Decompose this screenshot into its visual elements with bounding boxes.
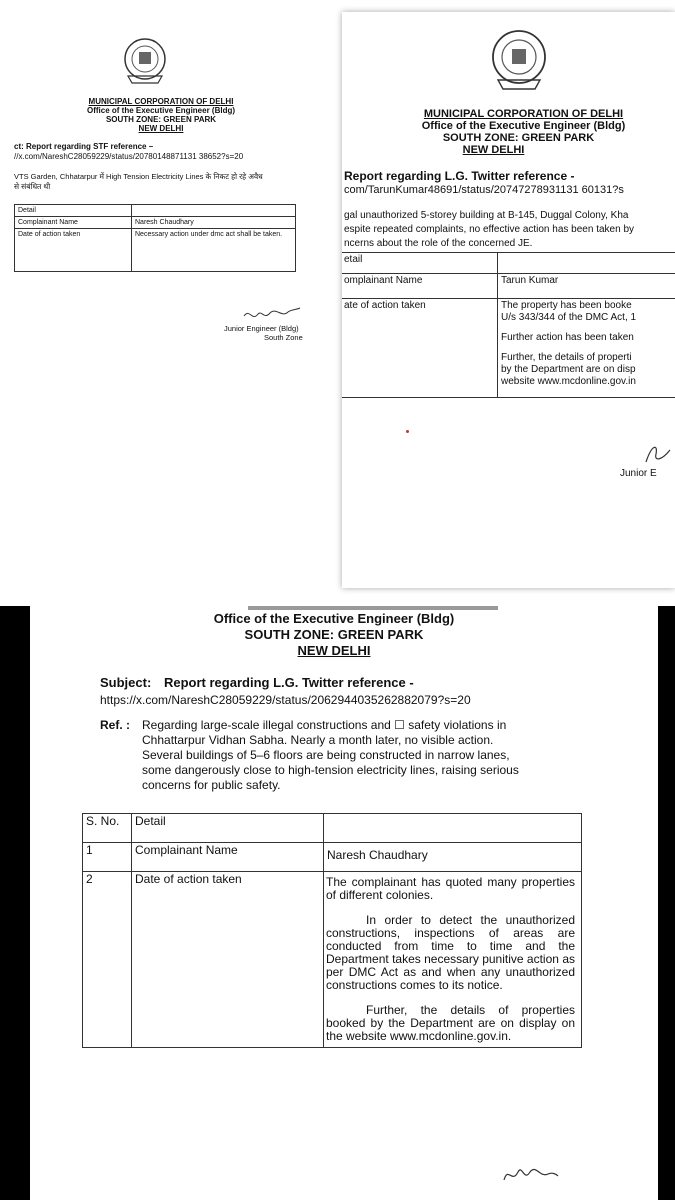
reference-line: concerns for public safety.	[142, 778, 281, 792]
reference-line: से संबंधित थी	[14, 182, 51, 191]
mcd-emblem-icon	[122, 36, 168, 86]
city-name: NEW DELHI	[462, 144, 525, 156]
table-row	[342, 274, 675, 299]
document-1	[12, 14, 330, 582]
city-name: NEW DELHI	[138, 124, 184, 133]
signature-icon	[642, 442, 672, 466]
document-3	[30, 606, 658, 1200]
reference-line: espite repeated complaints, no effective action has been taken by	[344, 224, 635, 235]
table-cell-label: Date of action taken	[15, 229, 132, 272]
table-cell-value: Naresh Chaudhary	[324, 843, 582, 872]
table-header-detail: Detail	[15, 205, 132, 217]
zone-name: SOUTH ZONE: GREEN PARK	[244, 627, 424, 642]
table-cell-value: The property has been booke U/s 343/344 of the DMC Act, 1 Further action has been taken Further, the details of properti by the Department are on disp website www.mcdonline.gov.in	[498, 299, 675, 398]
reference-line: some dangerously close to high-tension electricity lines, raising serious	[142, 763, 519, 777]
table-cell-value: Necessary action under dmc act shall be taken.	[132, 229, 296, 272]
table-cell-value: Naresh Chaudhary	[132, 217, 296, 229]
city-name: NEW DELHI	[297, 643, 371, 658]
table-header-detail: etail	[342, 253, 498, 274]
table-row	[15, 205, 296, 217]
zone-name: SOUTH ZONE: GREEN PARK	[442, 132, 595, 144]
table-cell-value	[324, 872, 582, 1048]
signature-icon	[242, 304, 302, 326]
document-2	[342, 12, 675, 588]
cropped-heading	[248, 606, 498, 610]
mcd-emblem-icon	[490, 28, 548, 92]
report-table	[82, 813, 582, 1048]
table-header-detail: Detail	[132, 814, 324, 843]
red-dot	[406, 430, 409, 433]
table-cell-sno: 2	[83, 872, 132, 1048]
signature-icon	[500, 1158, 560, 1188]
reference-line: gal unauthorized 5-storey building at B-145, Duggal Colony, Kha	[344, 210, 629, 221]
table-cell-label: Complainant Name	[15, 217, 132, 229]
table-row	[83, 814, 582, 843]
action-paragraph: In order to detect the unauthorized constructions, inspections of areas are conducted from time to time and the Department takes necessary punitive action as per DMC Act as and when any unauthorized constructions comes to its notice.	[326, 913, 575, 992]
reference-line: ncerns about the role of the concerned JE.	[344, 238, 533, 249]
signature-title: Junior E	[620, 468, 657, 479]
report-table	[342, 252, 675, 398]
table-row	[342, 253, 675, 274]
table-row	[83, 872, 582, 1048]
reference-url: //x.com/NareshC28059229/status/20780148871131 38652?s=20	[14, 152, 244, 161]
action-paragraph: The complainant has quoted many properties of different colonies.	[326, 875, 575, 902]
office-name: Office of the Executive Engineer (Bldg)	[86, 106, 236, 115]
subject-line: Report regarding L.G. Twitter reference -	[164, 675, 414, 690]
office-name: Office of the Executive Engineer (Bldg)	[213, 611, 455, 626]
table-header-sno: S. No.	[83, 814, 132, 843]
table-row	[15, 217, 296, 229]
org-name: MUNICIPAL CORPORATION OF DELHI	[88, 97, 234, 106]
table-row	[15, 229, 296, 272]
office-name: Office of the Executive Engineer (Bldg)	[421, 120, 626, 132]
table-cell-label: omplainant Name	[342, 274, 498, 299]
report-table	[14, 204, 296, 272]
ref-label: Ref. :	[100, 718, 130, 732]
table-row	[83, 843, 582, 872]
org-name: MUNICIPAL CORPORATION OF DELHI	[423, 108, 624, 120]
table-cell-value: Tarun Kumar	[498, 274, 675, 299]
reference-line: VTS Garden, Chhatarpur में High Tension Electricity Lines के निकट हो रहे अवैध	[14, 172, 263, 181]
subject-line: ct: Report regarding STF reference –	[14, 142, 154, 151]
right-black-border	[658, 606, 675, 1200]
signature-title: Junior Engineer (Bldg)	[224, 324, 299, 333]
zone-name: SOUTH ZONE: GREEN PARK	[105, 115, 217, 124]
table-row	[342, 299, 675, 398]
reference-url: https://x.com/NareshC28059229/status/2062944035262882079?s=20	[100, 693, 471, 707]
reference-line: Several buildings of 5–6 floors are being constructed in narrow lanes,	[142, 748, 510, 762]
table-cell-label: Date of action taken	[132, 872, 324, 1048]
signature-zone: South Zone	[264, 333, 303, 342]
table-cell-label: Complainant Name	[132, 843, 324, 872]
subject-label: Subject:	[100, 675, 152, 690]
reference-line: Chhattarpur Vidhan Sabha. Nearly a month later, no visible action.	[142, 733, 494, 747]
reference-line: Regarding large-scale illegal constructions and ☐ safety violations in	[142, 718, 507, 732]
subject-line: Report regarding L.G. Twitter reference -	[344, 169, 575, 183]
table-cell-label: ate of action taken	[342, 299, 498, 398]
left-black-border	[0, 606, 30, 1200]
action-paragraph: Further, the details of properties booked by the Department are on display on the website www.mcdonline.gov.in.	[326, 1003, 575, 1043]
reference-url: com/TarunKumar48691/status/20747278931131 60131?s	[344, 184, 624, 196]
table-cell-sno: 1	[83, 843, 132, 872]
